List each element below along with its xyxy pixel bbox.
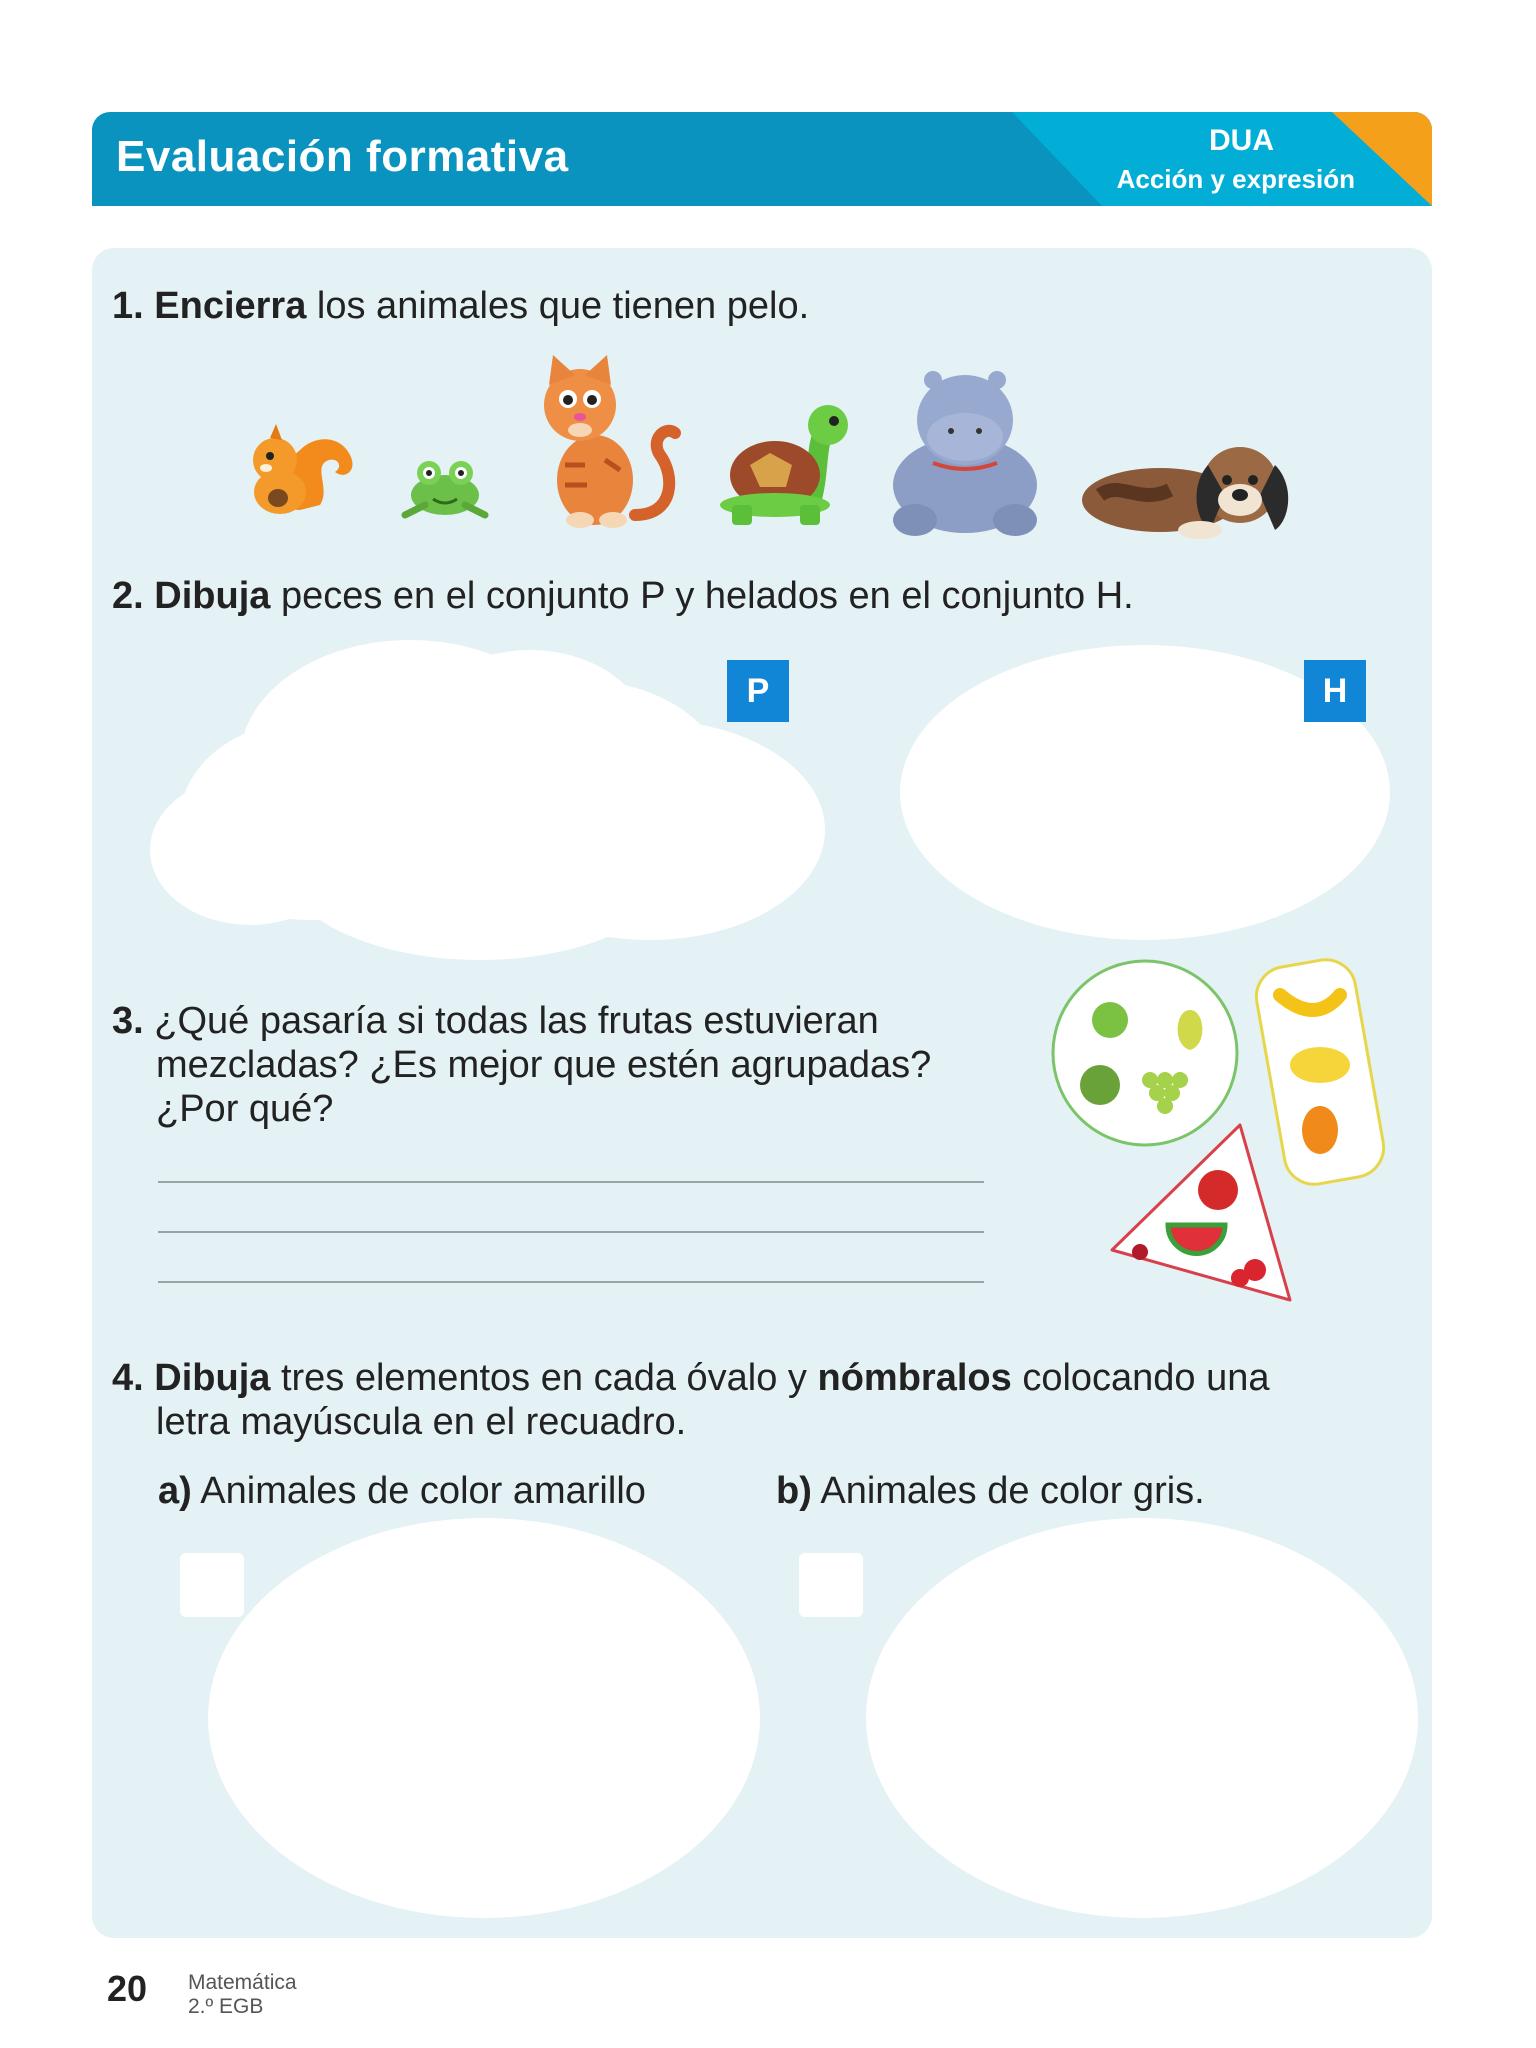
set-label-h: H — [1304, 660, 1366, 722]
question-1 — [112, 284, 809, 328]
pineapple-icon — [1290, 1047, 1350, 1083]
question-text: los animales que tienen pelo. — [316, 285, 810, 327]
drawing-oval-a[interactable] — [208, 1518, 760, 1918]
cherry-icon — [1132, 1244, 1148, 1260]
set-label-p: P — [727, 660, 789, 722]
question-verb-2: nómbralos — [817, 1357, 1012, 1399]
mango-icon — [1302, 1106, 1338, 1154]
question-2 — [112, 574, 1134, 618]
apple-green-icon — [1092, 1002, 1128, 1038]
frog-icon[interactable] — [395, 455, 495, 525]
dog-icon[interactable] — [1080, 435, 1310, 540]
fruit-groups-illustration — [1040, 950, 1400, 1320]
question-verb: Dibuja — [154, 1357, 271, 1399]
page-number: 20 — [107, 1968, 148, 2009]
question-text-line3: ¿Por qué? — [156, 1088, 334, 1130]
question-number: 2. — [112, 575, 144, 617]
question-4 — [112, 1356, 1270, 1444]
answer-line-2[interactable] — [158, 1231, 984, 1233]
drawing-oval-b[interactable] — [866, 1518, 1418, 1918]
animal-row — [220, 355, 1330, 545]
letter-box-b[interactable] — [799, 1553, 863, 1617]
grade-label: 2.º EGB — [188, 1995, 264, 2018]
subquestion-label: b) — [776, 1470, 812, 1512]
question-text-line1: ¿Qué pasaría si todas las frutas estuvieran — [154, 1000, 879, 1042]
subquestion-text: Animales de color amarillo — [200, 1470, 646, 1512]
header-banner — [92, 112, 1432, 206]
subquestion-text: Animales de color gris. — [820, 1470, 1205, 1512]
question-verb: Encierra — [154, 285, 307, 327]
lettuce-icon — [1080, 1065, 1120, 1105]
hippo-icon[interactable] — [885, 365, 1045, 540]
footer-subject — [188, 1971, 297, 2019]
answer-line-3[interactable] — [158, 1281, 984, 1283]
question-3 — [112, 999, 931, 1131]
question-number: 4. — [112, 1357, 144, 1399]
question-number: 3. — [112, 1000, 144, 1042]
question-verb: Dibuja — [154, 575, 271, 617]
dua-subtitle: Acción y expresión — [1116, 164, 1355, 194]
cat-icon[interactable] — [525, 355, 700, 530]
apple-red-icon — [1198, 1170, 1238, 1210]
question-number: 1. — [112, 285, 144, 327]
question-text-line2: letra mayúscula en el recuadro. — [156, 1401, 687, 1443]
turtle-icon[interactable] — [720, 395, 860, 530]
answer-line-1[interactable] — [158, 1181, 984, 1183]
subquestion-a — [158, 1470, 646, 1513]
subject-name: Matemática — [188, 1971, 297, 1994]
squirrel-icon[interactable] — [230, 410, 360, 530]
question-text: tres elementos en cada óvalo y — [280, 1357, 807, 1399]
question-text-end: colocando una — [1022, 1357, 1270, 1399]
header-title: Evaluación formativa — [116, 132, 569, 181]
question-text-line2: mezcladas? ¿Es mejor que estén agrupadas? — [156, 1044, 932, 1086]
letter-box-a[interactable] — [180, 1553, 244, 1617]
subquestion-b — [776, 1470, 1205, 1513]
question-text: peces en el conjunto P y helados en el conjunto H. — [280, 575, 1134, 617]
subquestion-label: a) — [158, 1470, 192, 1512]
dua-title: DUA — [1209, 124, 1274, 157]
